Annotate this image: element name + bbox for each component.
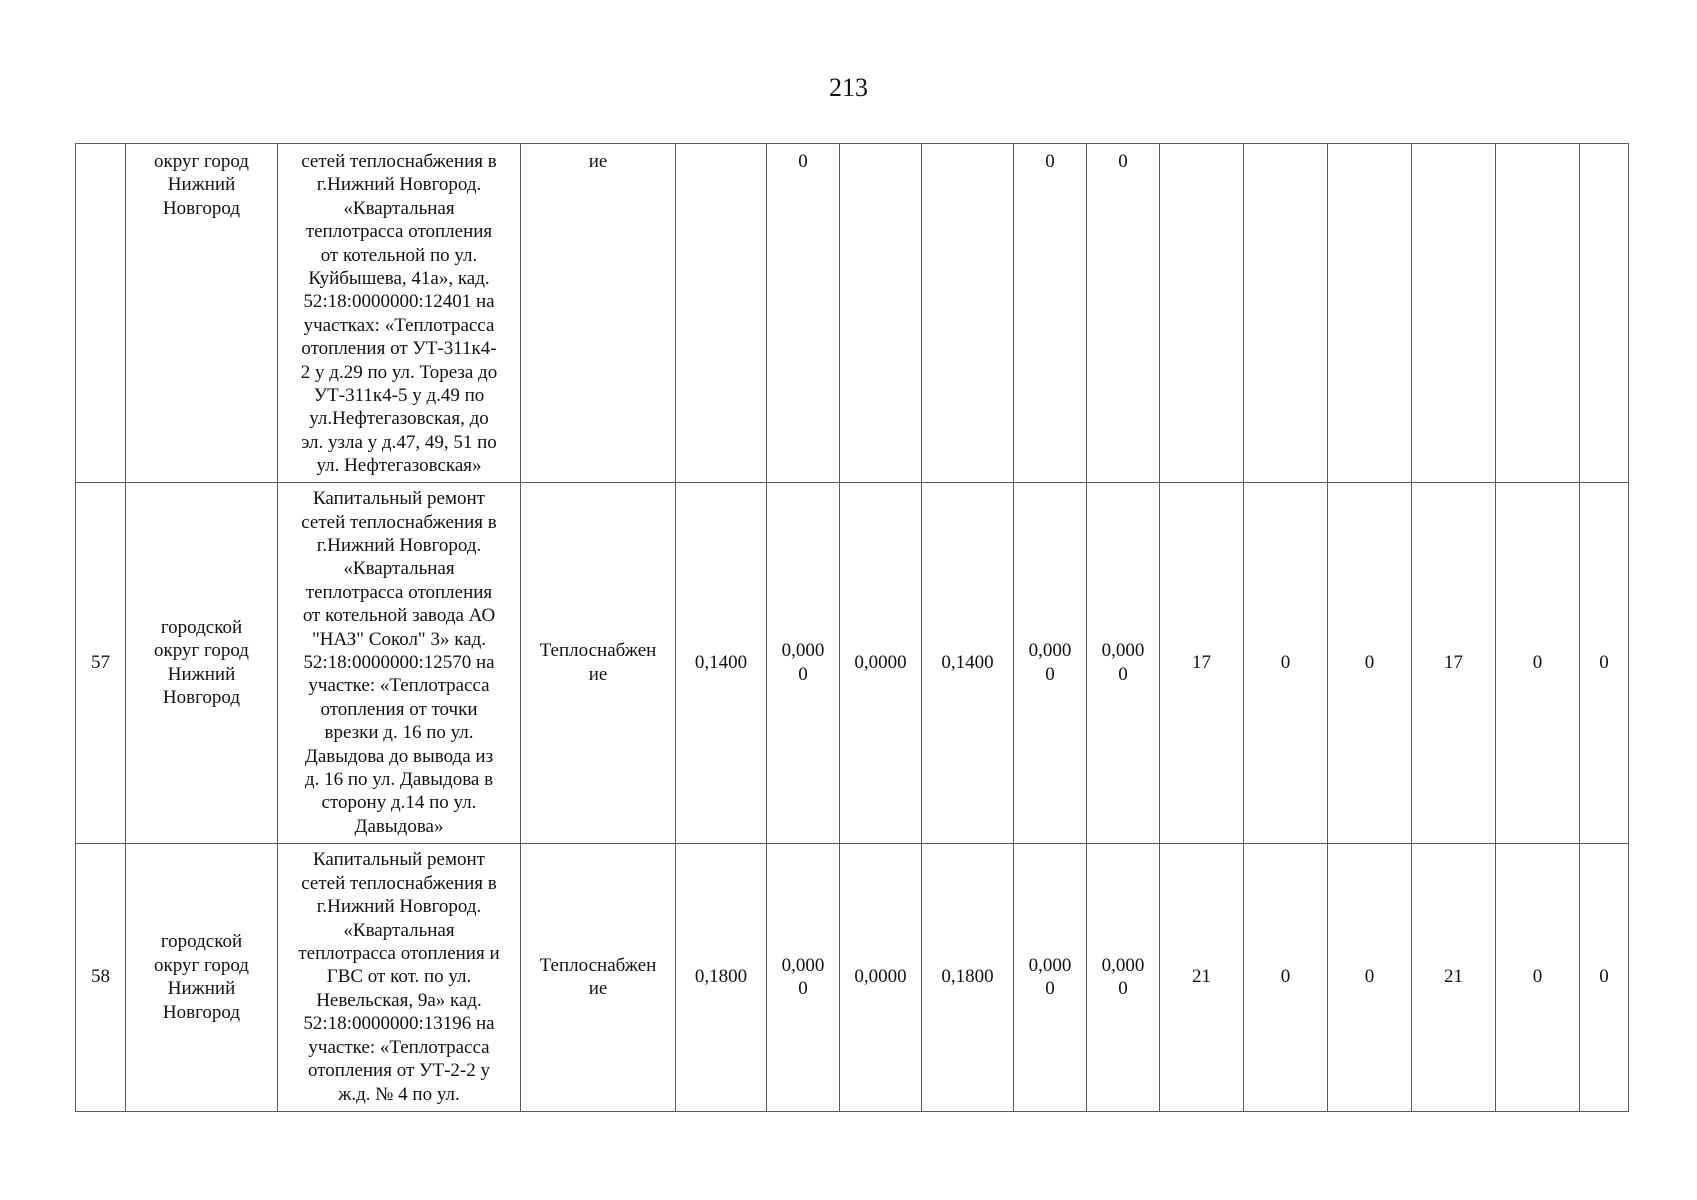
cell-value: 0	[1087, 144, 1160, 483]
cell-value: 0,0000	[840, 482, 922, 843]
cell-value: 21	[1160, 843, 1244, 1111]
cell-value: 0	[1244, 482, 1328, 843]
cell-value: 0	[1328, 843, 1412, 1111]
cell-value	[1160, 144, 1244, 483]
cell-value: 0,1400	[922, 482, 1014, 843]
cell-value	[1496, 144, 1580, 483]
cell-object-description: сетей теплоснабжения в г.Нижний Новгород. «Квартальная теплотрасса отопления от котельной по ул. Куйбышева, 41а», кад. 52:18:0000000:12401 на участках: «Теплотрасса отопления от УТ-311к4- 2 у д.29 по ул. Тореза до УТ-311к4-5 у д.49 по ул.Нефтегазовская, до эл. узла у д.47, 49, 51 по ул. Нефтегазовская»	[278, 144, 521, 483]
cell-value: 0	[1496, 843, 1580, 1111]
table-row	[76, 482, 1629, 843]
cell-value: 0,000 0	[1014, 843, 1087, 1111]
cell-value: 0,000 0	[1087, 843, 1160, 1111]
cell-value: 0	[1580, 843, 1629, 1111]
cell-value: 0,000 0	[767, 482, 840, 843]
cell-value: 0,1800	[922, 843, 1014, 1111]
cell-value: 0	[1014, 144, 1087, 483]
cell-object-description: Капитальный ремонт сетей теплоснабжения в г.Нижний Новгород. «Квартальная теплотрасса отопления от котельной завода АО "НАЗ" Сокол" 3» кад. 52:18:0000000:12570 на участке: «Теплотрасса отопления от точки врезки д. 16 по ул. Давыдова до вывода из д. 16 по ул. Давыдова в сторону д.14 по ул. Давыдова»	[278, 482, 521, 843]
cell-municipality: городской округ город Нижний Новгород	[126, 843, 278, 1111]
cell-value	[1412, 144, 1496, 483]
cell-number: 58	[76, 843, 126, 1111]
cell-value	[1328, 144, 1412, 483]
cell-value: 0	[1580, 482, 1629, 843]
cell-value: 0,1400	[676, 482, 767, 843]
table-row	[76, 144, 1629, 483]
cell-number: 57	[76, 482, 126, 843]
cell-value: 17	[1160, 482, 1244, 843]
cell-category: Теплоснабжен ие	[521, 482, 676, 843]
cell-value: 0,000 0	[767, 843, 840, 1111]
cell-object-description: Капитальный ремонт сетей теплоснабжения в г.Нижний Новгород. «Квартальная теплотрасса отопления и ГВС от кот. по ул. Невельская, 9а» кад. 52:18:0000000:13196 на участке: «Теплотрасса отопления от УТ-2-2 у ж.д. № 4 по ул.	[278, 843, 521, 1111]
cell-value: 21	[1412, 843, 1496, 1111]
cell-value	[840, 144, 922, 483]
cell-municipality: городской округ город Нижний Новгород	[126, 482, 278, 843]
works-table	[75, 143, 1629, 1112]
table-row	[76, 843, 1629, 1111]
cell-value: 17	[1412, 482, 1496, 843]
cell-number	[76, 144, 126, 483]
cell-value: 0	[1496, 482, 1580, 843]
page-number: 213	[829, 73, 868, 102]
cell-value	[1244, 144, 1328, 483]
cell-value: 0,000 0	[1087, 482, 1160, 843]
cell-value	[922, 144, 1014, 483]
cell-value: 0	[767, 144, 840, 483]
cell-category: Теплоснабжен ие	[521, 843, 676, 1111]
cell-value	[1580, 144, 1629, 483]
cell-value: 0,1800	[676, 843, 767, 1111]
cell-municipality: округ город Нижний Новгород	[126, 144, 278, 483]
cell-value	[676, 144, 767, 483]
cell-value: 0,0000	[840, 843, 922, 1111]
cell-value: 0	[1244, 843, 1328, 1111]
cell-category: ие	[521, 144, 676, 483]
cell-value: 0	[1328, 482, 1412, 843]
cell-value: 0,000 0	[1014, 482, 1087, 843]
